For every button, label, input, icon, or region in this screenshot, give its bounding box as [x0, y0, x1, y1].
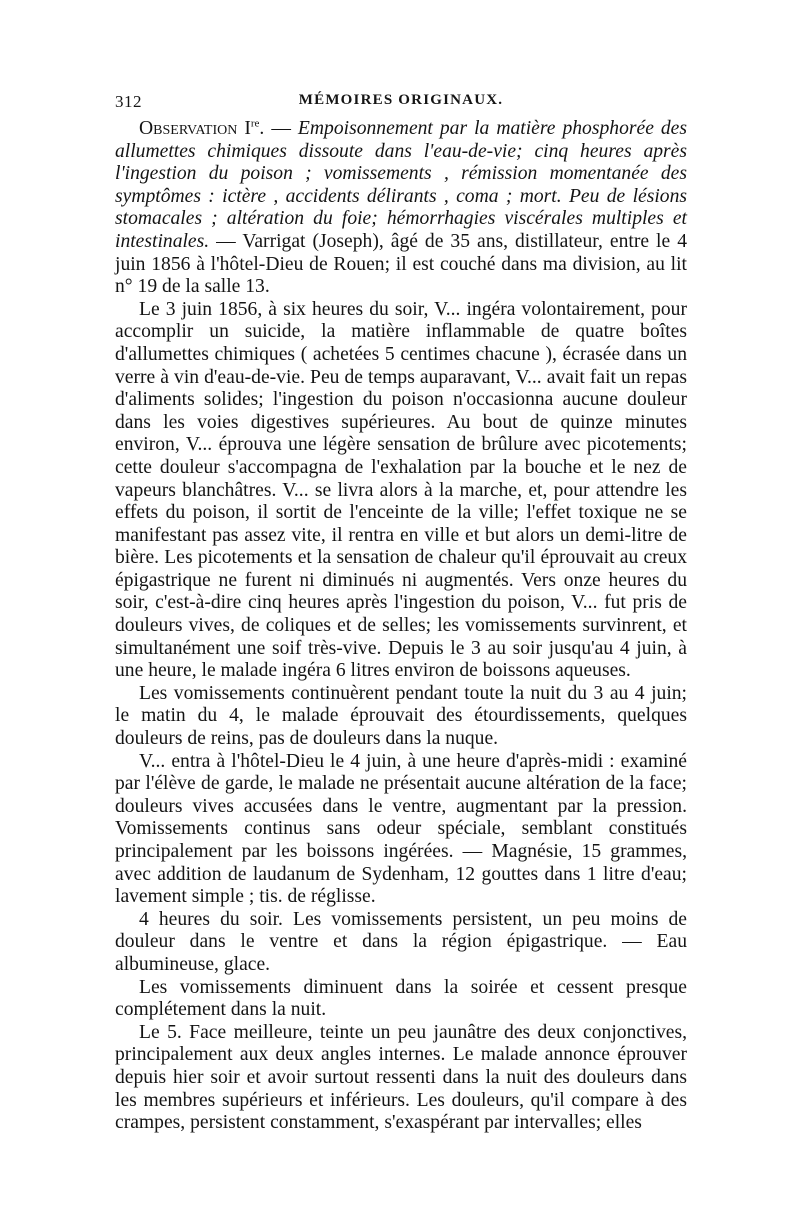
paragraph-four-pm: 4 heures du soir. Les vomissements persistent, un peu moins de douleur dans le ventre et dans la région épigastrique. — Eau albumineuse, glace.: [115, 908, 687, 975]
paragraph-day-five: Le 5. Face meilleure, teinte un peu jaunâtre des deux conjonctives, principalement aux deux angles internes. Le malade annonce éprouver depuis hier soir et avoir surtout ressenti dans la nuit des douleurs dans les membres supérieurs et inférieurs. Les douleurs, qu'il compare à des crampes, persistent constamment, s'exaspérant par intervalles; elles: [115, 1021, 687, 1134]
observation-label-superscript: re: [250, 117, 260, 130]
book-page: [115, 92, 687, 1135]
paragraph-admission: V... entra à l'hôtel-Dieu le 4 juin, à une heure d'après-midi : examiné par l'élève de garde, le malade ne présentait aucune altération de la face; douleurs vives accusées dans le ventre, augmentant par la pression. Vomissements continus sans odeur spéciale, semblant constitués principalement par les boissons ingérées. — Magnésie, 15 grammes, avec addition de laudanum de Sydenham, 12 gouttes dans 1 litre d'eau; lavement simple ; tis. de réglisse.: [115, 750, 687, 908]
paragraph-night-vomiting: Les vomissements continuèrent pendant toute la nuit du 3 au 4 juin; le matin du 4, le malade éprouvait des étourdissements, quelques douleurs de reins, pas de douleurs dans la nuque.: [115, 682, 687, 750]
paragraph-evening: Les vomissements diminuent dans la soirée et cessent presque complétement dans la nuit.: [115, 976, 687, 1021]
observation-intro-paragraph: [115, 118, 687, 299]
observation-label-separator: . —: [259, 118, 298, 139]
running-title: MÉMOIRES ORIGINAUX.: [298, 92, 504, 108]
running-head: [115, 92, 687, 118]
body-text: [115, 118, 687, 1135]
observation-patient-intro: — Varrigat (Joseph), âgé de 35 ans, distillateur, entre le 4 juin 1856 à l'hôtel-Dieu de Rouen; il est couché dans ma division, au lit n° 19 de la salle 13.: [115, 230, 687, 298]
paragraph-ingestion: Le 3 juin 1856, à six heures du soir, V... ingéra volontairement, pour accomplir un suicide, la matière inflammable de quatre boîtes d'allumettes chimiques ( achetées 5 centimes chacune ), écrasée dans un verre à vin d'eau-de-vie. Peu de temps auparavant, V... avait fait un repas d'aliments solides; l'ingestion du poison n'occasionna aucune douleur dans les voies digestives supérieures. Au bout de quinze minutes environ, V... éprouva une légère sensation de brûlure avec picotements; cette douleur s'accompagna de l'exhalation par la bouche et le nez de vapeurs blanchâtres. V... se livra alors à la marche, et, pour attendre les effets du poison, il sortit de l'enceinte de la ville; l'effet toxique ne se manifestant pas assez vite, il rentra en ville et but alors un demi-litre de bière. Les picotements et la sensation de chaleur qu'il éprouvait au creux épigastrique ne furent ni diminués ni augmentés. Vers onze heures du soir, c'est-à-dire cinq heures après l'ingestion du poison, V... fut pris de douleurs vives, de coliques et de selles; les vomissements survinrent, et simultanément une soif très-vive. Depuis le 3 au soir jusqu'au 4 juin, à une heure, le malade ingéra 6 litres environ de boissons aqueuses.: [115, 298, 687, 682]
observation-summary: Empoisonnement par la matière phosphorée des allumettes chimiques dissoute dans l'eau-de-vie; cinq heures après l'ingestion du poison ; vomissements , rémission momentanée des symptômes : ictère , accidents délirants , coma ; mort. Peu de lésions stomacales ; altération du foie; hémorrhagies viscérales multiples et intestinales.: [115, 118, 688, 252]
page-number: 312: [115, 92, 142, 111]
observation-label: Observation I: [139, 118, 251, 139]
